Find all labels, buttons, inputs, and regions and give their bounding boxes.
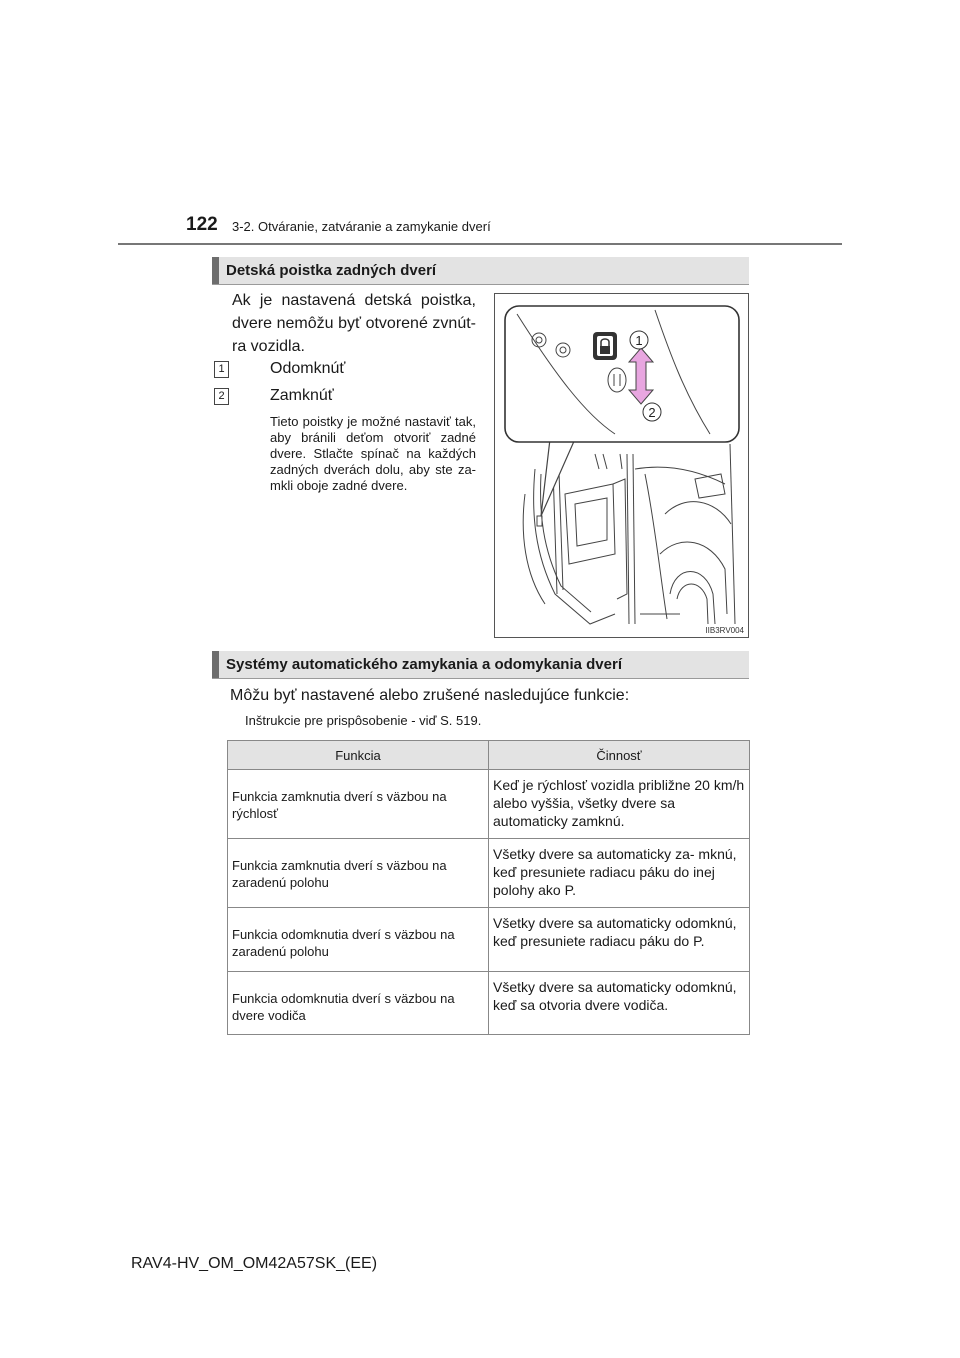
- section-title: Systémy automatického zamykania a odomykania dverí: [226, 656, 622, 673]
- svg-text:1: 1: [635, 333, 643, 348]
- section-title: Detská poistka zadných dverí: [226, 262, 437, 279]
- callout-1: [630, 331, 648, 349]
- section-heading-child-lock: [212, 257, 749, 285]
- table-row: [228, 839, 750, 908]
- customization-note: Inštrukcie pre prispôsobenie - viď S. 519.: [245, 713, 482, 728]
- callout-2: [643, 403, 661, 421]
- heading-bar: [212, 651, 219, 678]
- function-cell: Funkcia odomknutia dverí s väzbou na dvere vodiča: [228, 972, 489, 1035]
- function-cell: Funkcia odomknutia dverí s väzbou na zaradenú polohu: [228, 908, 489, 972]
- child-lock-symbol-icon: [593, 332, 617, 360]
- rear-door-drawing: [495, 294, 748, 637]
- number-badge: 1: [214, 361, 229, 378]
- page-number: 122: [186, 214, 218, 235]
- figure-code: IIB3RV004: [705, 626, 744, 635]
- svg-text:2: 2: [648, 405, 656, 420]
- action-cell: Všetky dvere sa automaticky odomknú, keď sa otvoria dvere vodiča.: [489, 972, 750, 1035]
- header-rule: [118, 243, 842, 245]
- features-intro: Môžu byť nastavené alebo zrušené nasledujúce funkcie:: [230, 687, 630, 704]
- running-header: 3-2. Otváranie, zatváranie a zamykanie dverí: [232, 219, 491, 234]
- list-item-label: Odomknúť: [270, 360, 346, 377]
- list-item-label: Zamknúť: [270, 387, 334, 404]
- table-row: [228, 770, 750, 839]
- function-cell: Funkcia zamknutia dverí s väzbou na rýchlosť: [228, 770, 489, 839]
- column-header-action: Činnosť: [489, 741, 750, 770]
- functions-table: [227, 740, 750, 1035]
- action-cell: Všetky dvere sa automaticky za- mknú, keď presuniete radiacu páku do inej polohy ako P.: [489, 839, 750, 908]
- table-row: [228, 908, 750, 972]
- child-lock-illustration: [494, 293, 749, 638]
- table-header-row: [228, 741, 750, 770]
- table-row: [228, 972, 750, 1035]
- action-cell: Keď je rýchlosť vozidla približne 20 km/h alebo vyššia, všetky dvere sa automaticky zamknú.: [489, 770, 750, 839]
- heading-bar: [212, 257, 219, 284]
- section-heading-auto-lock: [212, 651, 749, 679]
- document-code: RAV4-HV_OM_OM42A57SK_(EE): [131, 1255, 378, 1272]
- column-header-function: Funkcia: [228, 741, 489, 770]
- child-lock-note: Tieto poistky je možné nastaviť tak, aby bránili deťom otvoriť zadné dvere. Stlačte spínač na každých zadných dverách dolu, aby ste za- mkli oboje zadné dvere.: [270, 414, 476, 493]
- child-lock-intro: Ak je nastavená detská poistka, dvere nemôžu byť otvorené zvnút- ra vozidla.: [232, 292, 476, 355]
- action-cell: Všetky dvere sa automaticky odomknú, keď presuniete radiacu páku do P.: [489, 908, 750, 972]
- number-badge: 2: [214, 388, 229, 405]
- function-cell: Funkcia zamknutia dverí s väzbou na zaradenú polohu: [228, 839, 489, 908]
